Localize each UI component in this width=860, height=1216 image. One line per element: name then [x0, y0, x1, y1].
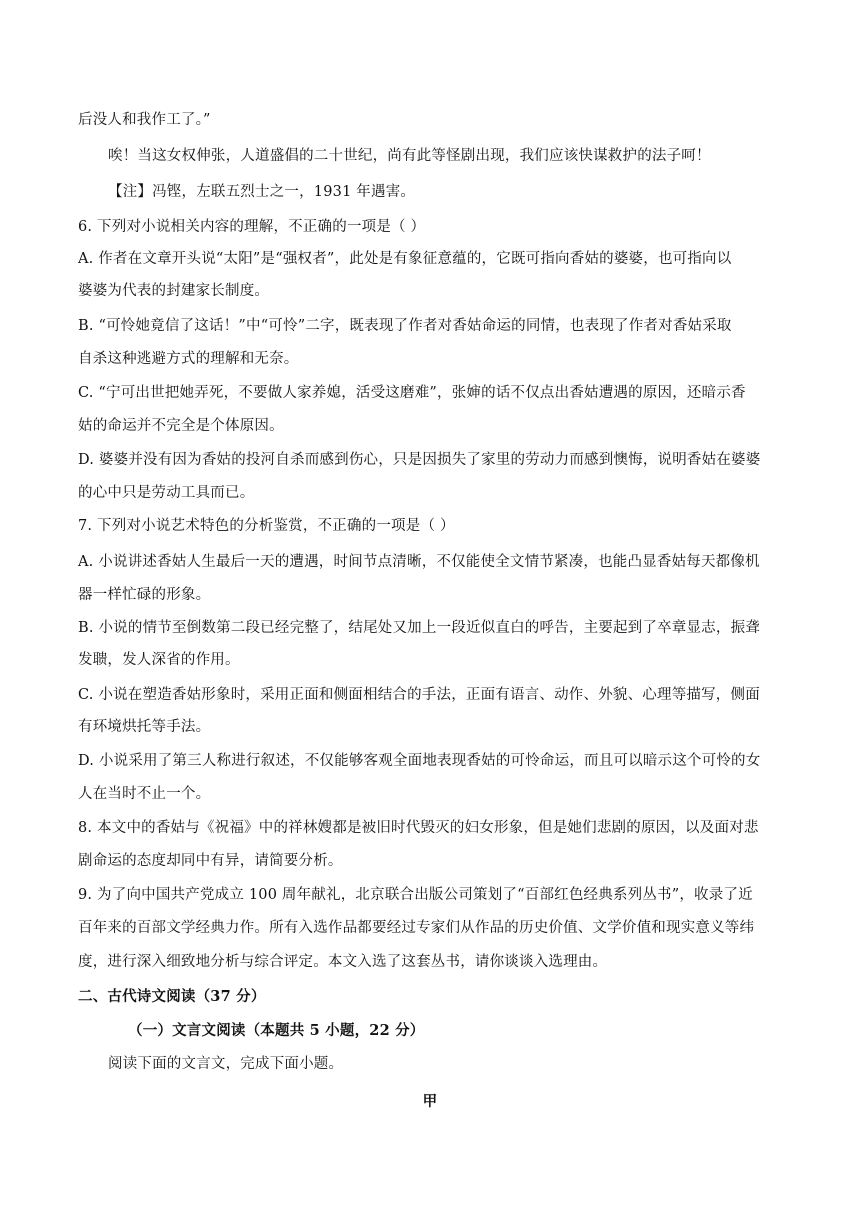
passage-label: 甲 [422, 1093, 438, 1110]
question-8: 8. 本文中的香姑与《祝福》中的祥林嫂都是被旧时代毁灭的妇女形象，但是她们悲剧的原因，以及面对悲 [78, 820, 759, 836]
question-7: 7. 下列对小说艺术特色的分析鉴赏，不正确的一项是（ ） [78, 518, 455, 534]
question-9: 9. 为了向中国共产党成立 100 周年献礼，北京联合出版公司策划了“百部红色经典系列丛书”，收录了近 [78, 887, 753, 903]
option-6b: B. “可怜她竟信了这话！”中“可怜”二字，既表现了作者对香姑命运的同情，也表现了作者对香姑采取 [78, 318, 732, 334]
note-line: 【注】冯铿，左联五烈士之一，1931 年遇害。 [108, 184, 416, 200]
question-8-cont: 剧命运的态度却同中有异，请简要分析。 [78, 853, 343, 869]
option-7b: B. 小说的情节至倒数第二段已经完整了，结尾处又加上一段近似直白的呼告，主要起到了卒章显志，振聋 [78, 620, 760, 636]
option-6d-cont: 的心中只是劳动工具而已。 [78, 485, 255, 501]
option-7a-cont: 器一样忙碌的形象。 [78, 587, 211, 603]
option-7b-cont: 发聩，发人深省的作用。 [78, 652, 240, 668]
question-6: 6. 下列对小说相关内容的理解，不正确的一项是（ ） [78, 219, 426, 235]
text-line: 后没人和我作工了。” [78, 112, 211, 128]
question-9-cont: 度，进行深入细致地分析与综合评定。本文入选了这套丛书，请你谈谈入选理由。 [78, 954, 608, 970]
option-7d-cont: 人在当时不止一个。 [78, 786, 211, 802]
text-line: 唉！当这女权伸张，人道盛倡的二十世纪，尚有此等怪剧出现，我们应该快谋救护的法子呵！ [108, 148, 711, 164]
option-7c: C. 小说在塑造香姑形象时，采用正面和侧面相结合的手法，正面有语言、动作、外貌、心理等描写，侧面 [78, 687, 760, 703]
option-6c-cont: 姑的命运并不完全是个体原因。 [78, 418, 284, 434]
option-6d: D. 婆婆并没有因为香姑的投河自杀而感到伤心，只是因损失了家里的劳动力而感到懊悔，说明香姑在婆婆 [78, 452, 761, 468]
section-heading: 二、古代诗文阅读（37 分） [78, 988, 266, 1005]
option-6c: C. “宁可出世把她弄死，不要做人家养媳，活受这磨难”，张婶的话不仅点出香姑遭遇的原因，还暗示香 [78, 385, 746, 401]
subsection-heading: （一）文言文阅读（本题共 5 小题，22 分） [128, 1022, 425, 1039]
option-6b-cont: 自杀这种逃避方式的理解和无奈。 [78, 351, 299, 367]
option-7d: D. 小说采用了第三人称进行叙述，不仅能够客观全面地表现香姑的可怜命运，而且可以暗示这个可怜的女 [78, 753, 761, 769]
instruction-line: 阅读下面的文言文，完成下面小题。 [108, 1056, 344, 1072]
option-7a: A. 小说讲述香姑人生最后一天的遭遇，时间节点清晰，不仅能使全文情节紧凑，也能凸显香姑每天都像机 [78, 554, 760, 570]
option-7c-cont: 有环境烘托等手法。 [78, 719, 211, 735]
option-6a: A. 作者在文章开头说“太阳”是“强权者”，此处是有象征意蕴的，它既可指向香姑的婆婆，也可指向以 [78, 251, 732, 267]
question-9-cont: 百年来的百部文学经典力作。所有入选作品都要经过专家们从作品的历史价值、文学价值和现实意义等纬 [78, 920, 755, 936]
option-6a-cont: 婆婆为代表的封建家长制度。 [78, 283, 270, 299]
